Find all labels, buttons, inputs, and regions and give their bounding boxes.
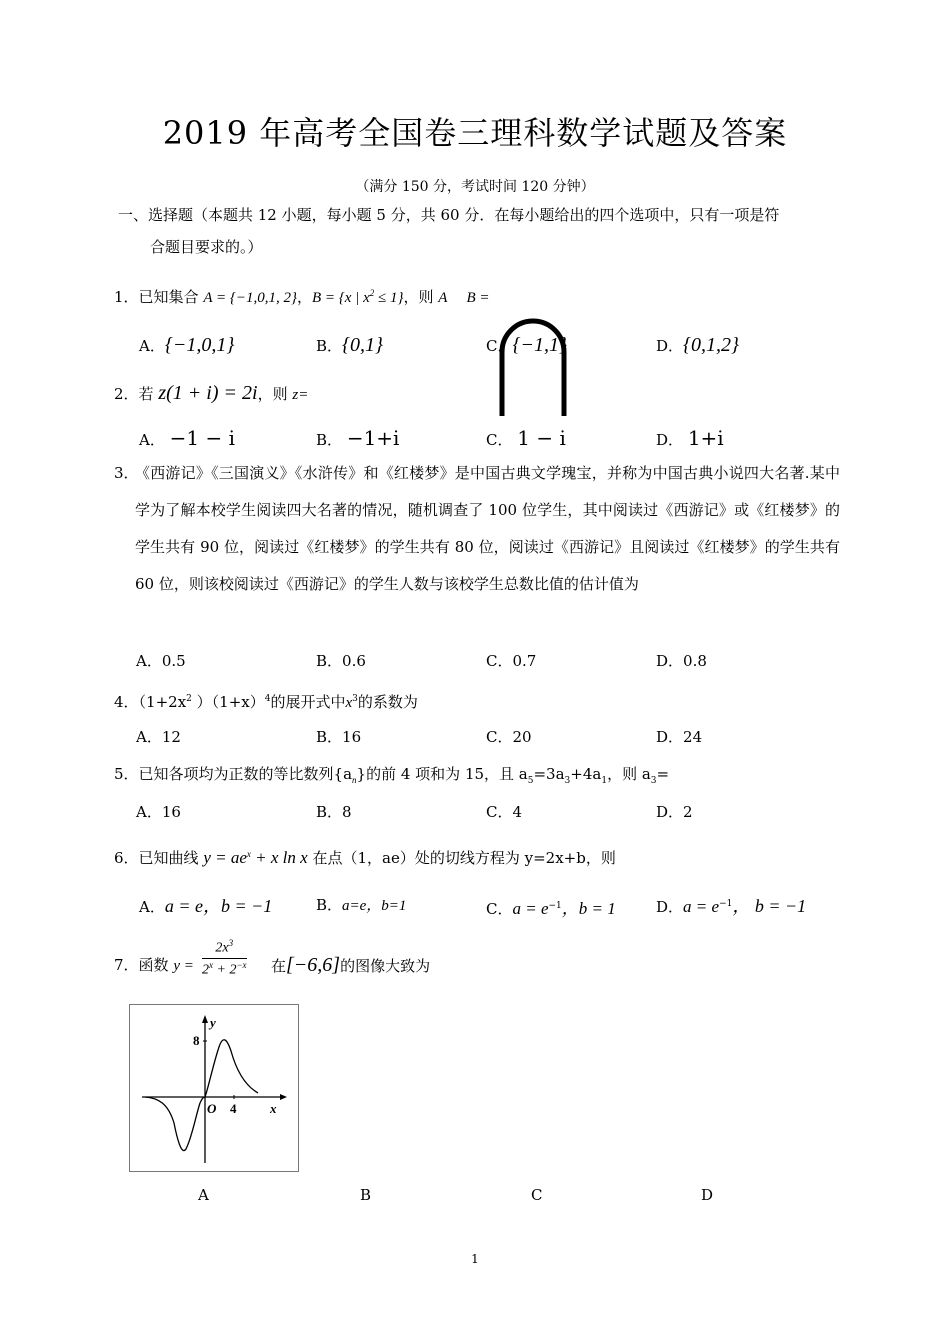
q3-number: 3． [114, 464, 139, 482]
q2-option-a: A． −1 − i [139, 426, 235, 450]
q7-graph-a [129, 1004, 299, 1172]
q5-option-c: C．4 [486, 803, 523, 821]
y-tick-label: 8 [193, 1033, 200, 1048]
q1-then: ，则 [403, 288, 434, 306]
q2-expr: z(1 + i) = 2i [158, 382, 258, 404]
q2-option-d: D． 1+i [656, 426, 724, 450]
page-subtitle: （满分 150 分，考试时间 120 分钟） [355, 179, 595, 195]
q6-option-a: A．a = e，b = −1 [139, 896, 273, 916]
q1-a: A [438, 290, 448, 306]
q7-choice-a: A [198, 1186, 209, 1204]
q3-option-c: C．0.7 [486, 652, 537, 670]
q2-option-b: B． −1+i [316, 426, 400, 450]
q4-option-a: A．12 [136, 728, 181, 746]
q4-option-b: B．16 [316, 728, 362, 746]
q1-prefix: 已知集合 [138, 288, 199, 306]
q5-option-a: A．16 [136, 803, 181, 821]
q1-number: 1． [114, 288, 139, 306]
section-heading: 一、选择题（本题共 12 小题，每小题 5 分，共 60 分．在每小题给出的四个选项中，只有一项是符 [118, 206, 780, 224]
q5-option-b: B．8 [316, 803, 352, 821]
q6-option-d: D．$a = e^{-1}$， b = −1 [656, 896, 807, 916]
q2-option-c: C． 1 − i [486, 426, 566, 450]
question-1 [114, 282, 490, 309]
y-axis-label: y [210, 1015, 216, 1030]
question-3-text: 《西游记》《三国演义》《水浒传》和《红楼梦》是中国古典文学瑰宝，并称为中国古典小说四大名著.某中学为了解本校学生阅读四大名著的情况，随机调查了 100 位学生，其中阅读过《西游记》或《红楼梦》的学生共有 90 位，阅读过《红楼梦》的学生共有 80 位，阅读过《西游记》且阅读过《红楼梦》的学生共有 60 位，则该校阅读过《西游记》的学生人数与该校学生总数比值的估计值为 [135, 464, 840, 593]
question-2: 2．若 z(1 + i) = 2i，则 z= [114, 382, 309, 404]
q1-set-b-post: ≤ 1} [374, 290, 404, 306]
question-6: 6．已知曲线 $y = ae^x + x$ ln x 在点（1，ae）处的切线方程为 y=2x+b，则 [114, 848, 616, 867]
q1-option-b: B．{0,1} [316, 334, 384, 356]
origin-label: O [207, 1101, 217, 1116]
q7-choice-b: B [360, 1186, 372, 1204]
q3-option-a: A．0.5 [136, 652, 186, 670]
q4-option-c: C．20 [486, 728, 532, 746]
q1-comma: ， [296, 288, 312, 306]
question-5: 5．已知各项均为正数的等比数列$\{a_n\}$的前 4 项和为 15，且 $a_5=3a_3+4a_1$，则 $a_3=$ [114, 765, 670, 786]
q1-option-a: A．{−1,0,1} [139, 334, 235, 356]
q1-set-a: A = {−1,0,1, 2} [203, 290, 297, 306]
q7-choice-d: D [701, 1186, 714, 1204]
q7-graph-a-plot [130, 1005, 298, 1171]
function-curve [145, 1040, 258, 1151]
q6-option-b: B．a=e，b=1 [316, 896, 407, 914]
q3-option-b: B．0.6 [316, 652, 366, 670]
q7-range: 在[−6,6]的图像大致为 [271, 954, 431, 976]
q1-option-c: C．{−1,1} [486, 334, 567, 356]
section-heading-cont: 合题目要求的。） [150, 238, 263, 256]
q7-fraction: $\frac{2x^3}{2^x + 2^{-x}}$ [202, 938, 247, 978]
page-number: 1 [471, 1252, 479, 1266]
page-title: 2019 年高考全国卷三理科数学试题及答案 [162, 114, 788, 152]
q3-option-d: D．0.8 [656, 652, 707, 670]
q1-option-d: D．{0,1,2} [656, 334, 740, 356]
x-axis-label: x [270, 1101, 277, 1116]
x-axis-arrow-icon [280, 1094, 287, 1100]
q1-set-b-sup: 2 [369, 288, 375, 298]
intersection-glyph-icon [496, 316, 570, 420]
x-tick-label: 4 [230, 1101, 237, 1116]
q7-number: 7．函数 y = [114, 956, 194, 974]
q4-option-d: D．24 [656, 728, 703, 746]
question-4: 4．（$1+2x^2$ ）$(1+x)^4$的展开式中$x^3$的系数为 [114, 693, 418, 711]
q1-set-b-pre: B = {x | x [312, 290, 370, 306]
q7-choice-c: C [531, 1186, 543, 1204]
y-axis-arrow-icon [202, 1015, 208, 1023]
q1-b: B = [466, 290, 490, 306]
q6-option-c: C．$a = e^{-1}$，b = 1 [486, 899, 616, 918]
q5-option-d: D．2 [656, 803, 693, 821]
